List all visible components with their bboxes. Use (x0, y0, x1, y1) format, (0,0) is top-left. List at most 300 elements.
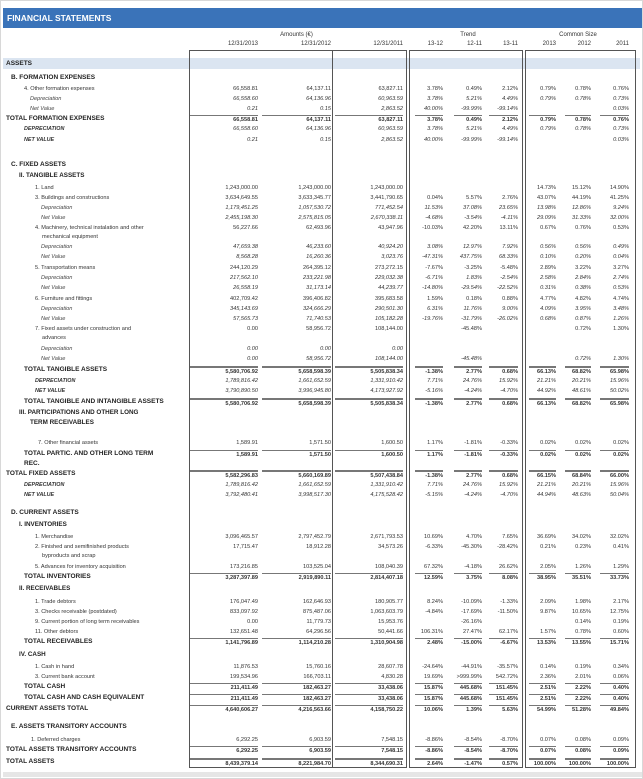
cell-c1: 0.02% (529, 450, 556, 459)
row-label: B. FORMATION EXPENSES (11, 74, 96, 81)
cell-a2: 15,760.16 (306, 664, 331, 670)
cell-a1: 3,287,397.89 (190, 573, 258, 582)
cell-t1: 15.87% (415, 694, 443, 703)
cell-c2: 68.82% (565, 366, 591, 376)
row-label: Depreciation (41, 244, 73, 250)
cell-c1: 0.21% (540, 544, 556, 550)
cell-a2: 1,243,000.00 (298, 185, 331, 191)
col-header-trend-13-11: 13-11 (503, 41, 518, 47)
cell-c3: 15.96% (610, 378, 629, 384)
cell-a2: 2,919,890.11 (262, 573, 331, 582)
cell-a2: 58,956.72 (306, 326, 331, 332)
cell-c2: 2.22% (565, 694, 591, 703)
cell-c2: 48.61% (572, 388, 591, 394)
cell-a3: 1,600.50 (335, 450, 403, 459)
cell-a2: 18,912.28 (306, 544, 331, 550)
cell-t1: 106.31% (420, 629, 443, 635)
cell-t1: 12.59% (415, 573, 443, 582)
cell-a2: 58,956.72 (306, 356, 331, 362)
row-label: Depreciation (41, 306, 73, 312)
row-label: DEPRECIATION (24, 482, 65, 488)
cell-t1: 10.69% (424, 534, 443, 540)
cell-t1: -24.64% (422, 664, 443, 670)
cell-t2: 24.76% (463, 482, 482, 488)
cell-t2: -3.54% (464, 215, 482, 221)
row-label: II. TANGIBLE ASSETS (19, 172, 85, 179)
col-header-2013: 12/31/2013 (227, 41, 258, 47)
cell-t2: 1.83% (466, 275, 482, 281)
cell-a1: 132,651.48 (230, 629, 258, 635)
cell-a1: 199,534.96 (230, 674, 258, 680)
cell-a3: 60,963.59 (378, 96, 403, 102)
cell-a3: 1,331,910.42 (370, 482, 403, 488)
row-label: TOTAL PARTIC. AND OTHER LONG TERM (24, 450, 154, 457)
cell-a3: 4,173,927.92 (370, 388, 403, 394)
cell-t2: 11.76% (463, 306, 482, 312)
cell-a2: 1,661,652.59 (298, 482, 331, 488)
cell-t2: -3.25% (464, 265, 482, 271)
cell-a2: 6,903.59 (309, 737, 331, 743)
cell-c3: 33.73% (600, 573, 629, 582)
cell-a1: 211,411.49 (190, 683, 258, 692)
cell-c3: 0.40% (600, 683, 629, 692)
cell-c3: 0.04% (613, 254, 629, 260)
cell-c3: 49.84% (600, 705, 629, 714)
cell-t2: -4.24% (464, 388, 482, 394)
cell-a1: 66,558.81 (233, 86, 258, 92)
cell-a2: 3,996,945.80 (298, 388, 331, 394)
cell-c1: 2.51% (529, 694, 556, 703)
cell-t1: 0.04% (427, 195, 443, 201)
cell-c2: 100.00% (565, 758, 591, 768)
row-label: TOTAL FORMATION EXPENSES (6, 115, 105, 122)
cell-a2: 1,661,652.59 (298, 378, 331, 384)
cell-a2: 62,493.96 (306, 225, 331, 231)
cell-a3: 2,671,793.53 (370, 534, 403, 540)
cell-t2: 1.39% (454, 705, 482, 714)
cell-t1: 11.53% (424, 205, 443, 211)
cell-a2: 875,487.06 (303, 609, 331, 615)
cell-a3: 108,144.00 (375, 356, 403, 362)
row-label: DEPRECIATION (24, 126, 65, 132)
cell-c3: 0.76% (613, 86, 629, 92)
cell-a1: 6,292.25 (190, 746, 258, 755)
cell-t2: 24.76% (463, 378, 482, 384)
cell-c1: 54.99% (529, 705, 556, 714)
cell-c2: 35.51% (565, 573, 591, 582)
cell-t2: -99.99% (461, 106, 482, 112)
cell-t2: 5.21% (466, 96, 482, 102)
col-header-2012: 12/31/2012 (300, 41, 331, 47)
row-label: III. PARTICIPATIONS AND OTHER LONG (19, 409, 139, 416)
cell-t3: -99.14% (497, 137, 518, 143)
cell-t1: 3.78% (415, 115, 443, 124)
cell-t3: -35.57% (497, 664, 518, 670)
cell-a3: 8,344,690.31 (335, 758, 403, 768)
cell-a3: 63,827.11 (378, 86, 403, 92)
cell-t3: 0.68% (489, 366, 518, 376)
row-label: TOTAL RECEIVABLES (24, 638, 93, 645)
row-label: 4. Machinery, technical instalation and other (35, 225, 144, 231)
cell-c2: 2.22% (565, 683, 591, 692)
cell-t3: 68.33% (499, 254, 518, 260)
cell-a3: 15,953.76 (378, 619, 403, 625)
cell-t3: 542.72% (495, 674, 518, 680)
cell-c2: 0.19% (575, 664, 591, 670)
cell-a2: 233,221.98 (303, 275, 331, 281)
cell-c2: 3.22% (575, 265, 591, 271)
cell-t3: -0.33% (489, 450, 518, 459)
cell-c2: 13.55% (565, 638, 591, 647)
cell-a3: 108,144.00 (375, 326, 403, 332)
cell-a3: 43,947.96 (378, 225, 403, 231)
cell-t1: -47.31% (422, 254, 443, 260)
cell-c2: 0.38% (575, 285, 591, 291)
assets-section-label: ASSETS (6, 60, 33, 67)
cell-c1: 0.67% (540, 225, 556, 231)
trend-header: Trend (460, 32, 476, 38)
amounts-header: Amounts (€) (280, 32, 313, 38)
cell-a3: 28,607.78 (378, 664, 403, 670)
cell-a3: 5,505,838.34 (335, 366, 403, 376)
cell-t3: -22.52% (497, 285, 518, 291)
row-label: Depreciation (30, 96, 62, 102)
cell-a3: 1,243,000.00 (370, 185, 403, 191)
cell-c3: 4.74% (613, 296, 629, 302)
cell-a1: 8,439,379.14 (190, 758, 258, 768)
cell-c1: 0.79% (529, 115, 556, 124)
cell-c2: 15.12% (572, 185, 591, 191)
cell-c2: 0.56% (575, 244, 591, 250)
cell-t2: -45.30% (461, 544, 482, 550)
cell-a3: 3,441,790.65 (370, 195, 403, 201)
cell-t2: -1.81% (464, 440, 482, 446)
cell-t3: -8.70% (489, 746, 518, 755)
cell-a1: 5,580,706.92 (190, 366, 258, 376)
cell-a2: 1,571.50 (309, 440, 331, 446)
row-label: 1. Trade debtors (35, 599, 76, 605)
cell-c2: 0.14% (575, 619, 591, 625)
cell-t2: -10.09% (461, 599, 482, 605)
cell-t3: 9.00% (502, 306, 518, 312)
cell-t2: -8.54% (464, 737, 482, 743)
cell-c3: 15.71% (600, 638, 629, 647)
cell-a2: 2,575,815.05 (298, 215, 331, 221)
cell-a3: 4,175,528.42 (370, 492, 403, 498)
cell-a3: 105,182.28 (375, 316, 403, 322)
row-label: NET VALUE (24, 492, 55, 498)
cell-t2: -4.24% (464, 492, 482, 498)
cell-a1: 3,790,890.50 (225, 388, 258, 394)
cell-c1: 29.09% (537, 215, 556, 221)
cell-t2: 445.68% (454, 683, 482, 692)
cell-c2: 31.33% (572, 215, 591, 221)
cell-c2: 0.76% (575, 225, 591, 231)
cell-a1: 57,565.73 (233, 316, 258, 322)
cell-t1: 1.17% (415, 450, 443, 459)
cell-t3: 13.11% (499, 225, 518, 231)
cell-t1: 3.78% (427, 126, 443, 132)
cell-t1: 3.78% (427, 96, 443, 102)
cell-a2: 11,779.73 (306, 619, 331, 625)
cell-c2: 20.21% (572, 482, 591, 488)
cell-t3: -0.33% (500, 440, 518, 446)
row-label: 2. Finished and semifinished products (35, 544, 129, 550)
cell-c2: 3.95% (575, 306, 591, 312)
row-label: DEPRECIATION (35, 378, 76, 384)
cell-c1: 0.56% (540, 244, 556, 250)
cell-c3: 1.29% (613, 564, 629, 570)
cell-c2: 2.01% (575, 674, 591, 680)
cell-t3: 4.49% (502, 126, 518, 132)
cell-t1: -5.15% (425, 492, 443, 498)
cell-c3: 0.02% (613, 440, 629, 446)
cell-c3: 0.76% (600, 115, 629, 124)
cell-a2: 71,740.53 (306, 316, 331, 322)
cell-t1: 2.48% (415, 638, 443, 647)
cell-t3: -4.70% (500, 388, 518, 394)
cell-t2: -45.48% (461, 356, 482, 362)
cell-t2: 445.68% (454, 694, 482, 703)
cell-t3: 4.49% (502, 96, 518, 102)
row-label: II. RECEIVABLES (19, 585, 71, 592)
cell-a1: 3,634,649.55 (225, 195, 258, 201)
cell-c1: 2.58% (540, 275, 556, 281)
cell-c3: 32.00% (610, 215, 629, 221)
cell-t1: 40.00% (424, 106, 443, 112)
cell-c2: 12.86% (572, 205, 591, 211)
row-label: Net Value (41, 254, 66, 260)
cell-c2: 48.63% (572, 492, 591, 498)
row-label: TOTAL ASSETS TRANSITORY ACCOUNTS (6, 746, 137, 753)
cell-c2: 1.98% (575, 599, 591, 605)
cell-c3: 65.98% (600, 398, 629, 408)
cell-t3: 151.45% (489, 683, 518, 692)
cell-a1: 66,558.60 (233, 126, 258, 132)
cell-c1: 2.09% (540, 599, 556, 605)
cell-t2: 2.77% (454, 398, 482, 408)
cell-t1: 15.87% (415, 683, 443, 692)
row-label: 6. Furniture and fittings (35, 296, 93, 302)
cell-c2: 0.23% (575, 544, 591, 550)
cell-t2: -8.54% (454, 746, 482, 755)
cell-a2: 64,296.56 (306, 629, 331, 635)
cell-c3: 0.06% (613, 674, 629, 680)
cell-c3: 3.48% (613, 306, 629, 312)
cell-a1: 1,589.91 (236, 440, 258, 446)
cell-c1: 13.98% (537, 205, 556, 211)
cell-c3: 0.53% (613, 285, 629, 291)
cell-c2: 0.78% (575, 629, 591, 635)
cell-c1: 66.15% (529, 470, 556, 480)
cell-c3: 2.74% (613, 275, 629, 281)
row-label: CURRENT ASSETS TOTAL (6, 705, 89, 712)
cell-c1: 2.36% (540, 674, 556, 680)
cell-c1: 0.68% (540, 316, 556, 322)
cell-t2: 0.49% (466, 86, 482, 92)
cell-t2: 12.97% (463, 244, 482, 250)
cell-a2: 166,703.11 (303, 674, 331, 680)
cell-a2: 64,137.11 (306, 86, 331, 92)
cell-t2: 42.20% (463, 225, 482, 231)
cell-a2: 16,260.36 (306, 254, 331, 260)
cell-a3: 4,158,750.22 (335, 705, 403, 714)
cell-c2: 1.26% (575, 564, 591, 570)
cell-a3: 273,272.15 (375, 265, 403, 271)
cell-c3: 0.60% (613, 629, 629, 635)
cell-a3: 2,863.52 (381, 106, 403, 112)
row-label: advances (42, 335, 66, 341)
cell-a2: 64,136.96 (306, 96, 331, 102)
cell-t2: 5.21% (466, 126, 482, 132)
row-label: Net Value (30, 106, 55, 112)
cell-c2: 0.08% (575, 737, 591, 743)
cell-t2: -99.99% (461, 137, 482, 143)
cell-c3: 0.09% (600, 746, 629, 755)
cell-c2: 0.78% (575, 126, 591, 132)
cell-t2: -1.81% (454, 450, 482, 459)
cell-a1: 176,047.49 (230, 599, 258, 605)
cell-t3: 8.08% (489, 573, 518, 582)
cell-t1: -8.86% (415, 746, 443, 755)
cell-a1: 0.00 (247, 619, 258, 625)
cell-a2: 5,658,598.39 (262, 398, 331, 408)
row-label: 11. Other debtors (35, 629, 79, 635)
cell-t2: -1.47% (454, 758, 482, 768)
cell-a2: 64,136.96 (306, 126, 331, 132)
cell-t2: 2.77% (454, 366, 482, 376)
cell-a3: 229,032.38 (375, 275, 403, 281)
cell-c1: 66.13% (529, 398, 556, 408)
cell-c2: 0.78% (565, 115, 591, 124)
col-header-cs-2011: 2011 (616, 41, 629, 47)
cell-a1: 11,876.53 (233, 664, 258, 670)
cell-c3: 0.03% (613, 137, 629, 143)
cell-c3: 50.02% (610, 388, 629, 394)
cell-t1: 1.59% (427, 296, 443, 302)
cell-c2: 0.72% (575, 356, 591, 362)
row-label: I. INVENTORIES (19, 521, 67, 528)
cell-c3: 0.73% (613, 96, 629, 102)
cell-a3: 2,670,338.11 (370, 215, 403, 221)
cell-a3: 33,438.06 (335, 694, 403, 703)
cell-c3: 66.00% (600, 470, 629, 480)
row-label: 4. Other formation expenses (24, 86, 95, 92)
cell-a1: 0.00 (247, 356, 258, 362)
cell-a3: 7,548.15 (335, 746, 403, 755)
cell-c1: 4.09% (540, 306, 556, 312)
cell-a2: 8,221,984.70 (262, 758, 331, 768)
cell-c1: 43.07% (537, 195, 556, 201)
cell-t1: 2.64% (415, 758, 443, 768)
cell-c3: 1.30% (613, 356, 629, 362)
cell-c3: 0.53% (613, 225, 629, 231)
cell-c1: 36.69% (537, 534, 556, 540)
cell-c1: 2.89% (540, 265, 556, 271)
cell-c3: 1.30% (613, 326, 629, 332)
cell-a1: 1,141,796.89 (190, 638, 258, 647)
cell-t1: -5.16% (425, 388, 443, 394)
cell-t3: -4.70% (500, 492, 518, 498)
cell-t1: -4.68% (425, 215, 443, 221)
cell-a2: 1,114,210.28 (262, 638, 331, 647)
cell-c1: 38.95% (529, 573, 556, 582)
cell-a2: 162,646.93 (303, 599, 331, 605)
cell-a3: 180,905.77 (375, 599, 403, 605)
cell-a1: 1,589.91 (190, 450, 258, 459)
row-label: TOTAL ASSETS (6, 758, 55, 765)
cell-t3: 0.68% (489, 470, 518, 480)
cell-a2: 4,216,563.66 (262, 705, 331, 714)
cell-t2: 0.18% (466, 296, 482, 302)
cell-a3: 771,452.54 (375, 205, 403, 211)
cell-a1: 833,097.92 (230, 609, 258, 615)
row-label: Net Value (41, 316, 66, 322)
cell-c3: 65.98% (600, 366, 629, 376)
cell-c1: 44.92% (537, 388, 556, 394)
cell-c1: 21.21% (537, 482, 556, 488)
cell-c3: 9.24% (613, 205, 629, 211)
cell-t1: -6.33% (425, 544, 443, 550)
common-size-column-box (525, 50, 636, 768)
cell-t3: 151.45% (489, 694, 518, 703)
cell-t3: -2.54% (500, 275, 518, 281)
cell-t3: -8.70% (500, 737, 518, 743)
cell-a2: 182,463.27 (262, 683, 331, 692)
cell-t3: 7.92% (502, 244, 518, 250)
cell-a1: 0.21 (247, 137, 258, 143)
cell-a3: 34,573.26 (378, 544, 403, 550)
cell-c3: 0.02% (600, 450, 629, 459)
cell-c2: 44.19% (572, 195, 591, 201)
cell-t2: 37.08% (463, 205, 482, 211)
cell-c2: 0.02% (565, 450, 591, 459)
cell-t2: 27.47% (463, 629, 482, 635)
cell-t3: -28.42% (497, 544, 518, 550)
row-label: 5. Advances for inventory acquisition (35, 564, 126, 570)
cell-t2: >999.99% (456, 674, 482, 680)
cell-a3: 108,040.39 (375, 564, 403, 570)
cell-c3: 0.03% (613, 106, 629, 112)
cell-t2: -45.48% (461, 326, 482, 332)
row-label: 5. Transportation means (35, 265, 96, 271)
cell-c3: 12.75% (610, 609, 629, 615)
cell-a1: 47,659.38 (233, 244, 258, 250)
cell-c1: 66.13% (529, 366, 556, 376)
cell-c1: 44.94% (537, 492, 556, 498)
cell-a1: 5,580,706.92 (190, 398, 258, 408)
cell-c2: 10.65% (572, 609, 591, 615)
cell-a2: 6,903.59 (262, 746, 331, 755)
cell-c1: 0.07% (540, 737, 556, 743)
row-label: TOTAL FIXED ASSETS (6, 470, 76, 477)
cell-c1: 0.79% (540, 96, 556, 102)
cell-a3: 1,600.50 (381, 440, 403, 446)
cell-a3: 4,830.28 (381, 674, 403, 680)
cell-t2: 437.75% (459, 254, 482, 260)
cell-c1: 0.79% (540, 86, 556, 92)
cell-c3: 15.96% (610, 482, 629, 488)
cell-t1: -8.86% (425, 737, 443, 743)
row-label: TOTAL TANGIBLE AND INTANGIBLE ASSETS (24, 398, 164, 405)
amounts-2012-2011-box (189, 50, 407, 768)
cell-a3: 3,023.76 (381, 254, 403, 260)
cell-c1: 4.77% (540, 296, 556, 302)
cell-t1: 3.08% (427, 244, 443, 250)
cell-a1: 402,709.42 (230, 296, 258, 302)
cell-c2: 0.78% (575, 96, 591, 102)
cell-c2: 0.87% (575, 316, 591, 322)
